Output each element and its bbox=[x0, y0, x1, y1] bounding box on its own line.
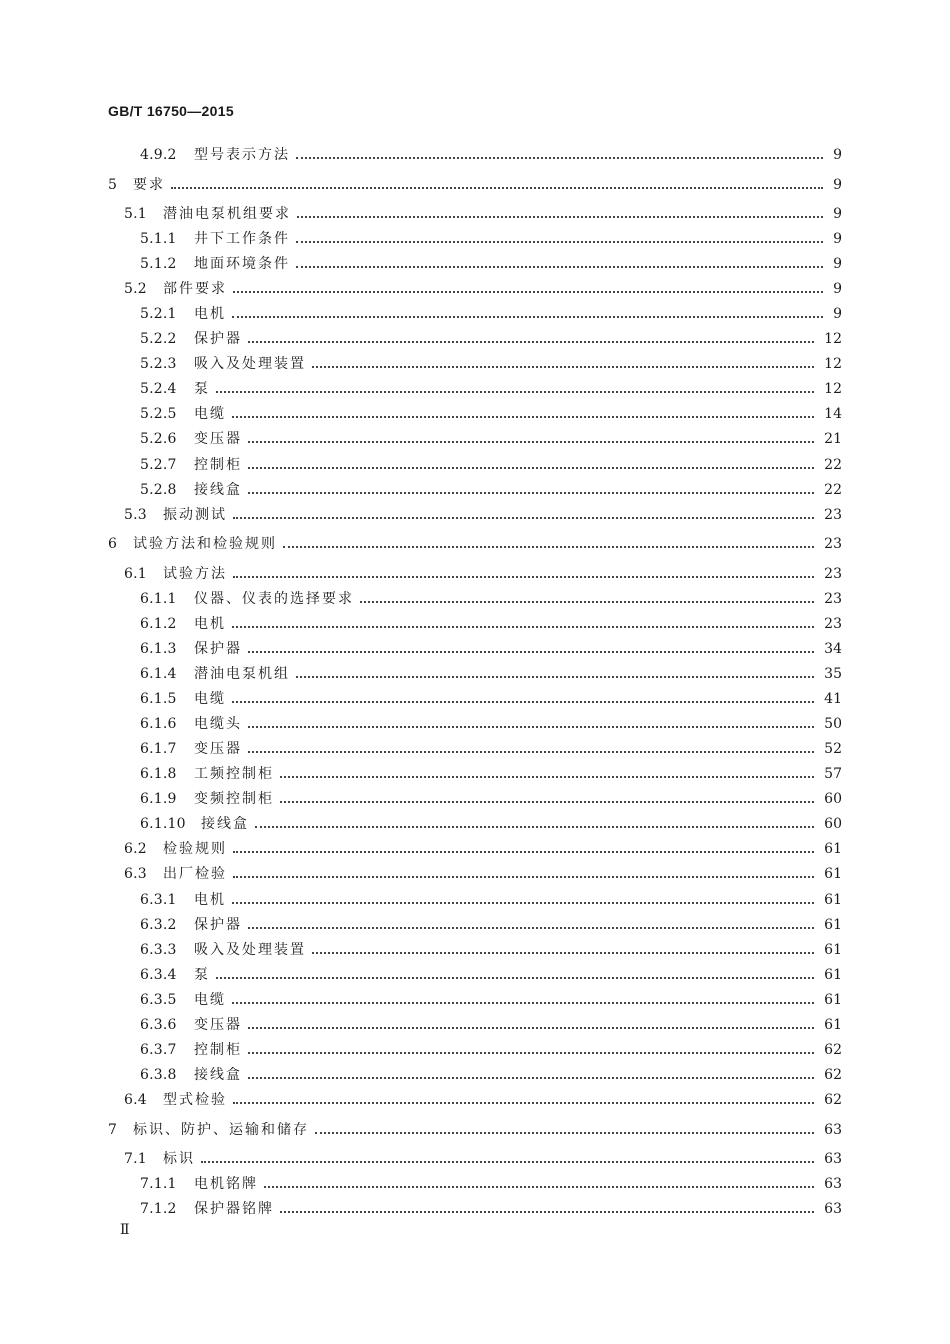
toc-entry-number: 6.1.6 bbox=[140, 716, 177, 732]
toc-entry-title: 电缆 bbox=[194, 992, 226, 1008]
toc-entry-page: 61 bbox=[824, 917, 842, 933]
toc-entry-number: 5.1 bbox=[124, 206, 147, 222]
toc-entry[interactable] bbox=[0, 254, 950, 274]
toc-entry[interactable] bbox=[0, 564, 950, 584]
toc-entry-number: 6.3.4 bbox=[140, 967, 177, 983]
toc-entry[interactable] bbox=[0, 1015, 950, 1035]
toc-entry-number: 5.2.3 bbox=[140, 356, 177, 372]
toc-leader-dots bbox=[232, 984, 814, 1004]
toc-entry-number: 6 bbox=[108, 536, 118, 552]
toc-entry-number: 6.1.4 bbox=[140, 666, 177, 682]
toc-entry-number: 6.1 bbox=[124, 566, 147, 582]
toc-entry[interactable] bbox=[0, 739, 950, 759]
toc-entry-number: 6.1.1 bbox=[140, 591, 177, 607]
toc-entry-page: 23 bbox=[824, 591, 842, 607]
toc-leader-dots bbox=[360, 583, 814, 603]
toc-entry-number: 5.3 bbox=[124, 507, 147, 523]
toc-entry[interactable] bbox=[0, 839, 950, 859]
toc-entry-page: 22 bbox=[824, 482, 842, 498]
toc-entry[interactable] bbox=[0, 890, 950, 910]
toc-entry-title: 控制柜 bbox=[194, 457, 242, 473]
toc-leader-dots bbox=[248, 423, 814, 443]
toc-entry[interactable] bbox=[0, 1040, 950, 1060]
toc-entry-title: 接线盒 bbox=[194, 1067, 242, 1083]
toc-leader-dots bbox=[296, 248, 823, 268]
toc-entry-title: 振动测试 bbox=[163, 507, 227, 523]
toc-entry[interactable] bbox=[0, 329, 950, 349]
toc-entry-number: 6.3.7 bbox=[140, 1042, 177, 1058]
toc-leader-dots bbox=[233, 858, 814, 878]
toc-entry-page: 61 bbox=[824, 992, 842, 1008]
toc-entry[interactable] bbox=[0, 965, 950, 985]
toc-entry-page: 9 bbox=[833, 147, 842, 163]
toc-entry-title: 电机 bbox=[194, 616, 226, 632]
toc-leader-dots bbox=[248, 1034, 814, 1054]
toc-entry-title: 泵 bbox=[194, 381, 210, 397]
toc-entry[interactable] bbox=[0, 764, 950, 784]
toc-entry-number: 5.1.2 bbox=[140, 256, 177, 272]
toc-entry-title: 保护器 bbox=[194, 641, 242, 657]
toc-entry[interactable] bbox=[0, 990, 950, 1010]
toc-leader-dots bbox=[315, 1114, 814, 1134]
toc-leader-dots bbox=[264, 1168, 814, 1188]
toc-entry-page: 34 bbox=[824, 641, 842, 657]
toc-entry-number: 6.3.8 bbox=[140, 1067, 177, 1083]
toc-entry-number: 6.1.9 bbox=[140, 791, 177, 807]
toc-entry-title: 吸入及处理装置 bbox=[194, 942, 306, 958]
toc-leader-dots bbox=[248, 1009, 814, 1029]
toc-entry-page: 61 bbox=[824, 967, 842, 983]
toc-entry-number: 6.1.5 bbox=[140, 691, 177, 707]
toc-entry-number: 6.3 bbox=[124, 866, 147, 882]
toc-entry-title: 潜油电泵机组 bbox=[194, 666, 290, 682]
toc-entry[interactable] bbox=[0, 1149, 950, 1169]
toc-entry-page: 12 bbox=[824, 331, 842, 347]
toc-entry-title: 变压器 bbox=[194, 431, 242, 447]
toc-leader-dots bbox=[232, 298, 823, 318]
toc-leader-dots bbox=[233, 558, 814, 578]
toc-entry[interactable] bbox=[0, 589, 950, 609]
toc-entry-page: 61 bbox=[824, 1017, 842, 1033]
toc-entry-title: 电机 bbox=[194, 892, 226, 908]
toc-entry[interactable] bbox=[0, 714, 950, 734]
toc-entry[interactable] bbox=[0, 1090, 950, 1110]
toc-entry-number: 5.2.4 bbox=[140, 381, 177, 397]
toc-entry[interactable] bbox=[0, 1174, 950, 1194]
toc-entry-title: 仪器、仪表的选择要求 bbox=[194, 591, 354, 607]
toc-entry-title: 变压器 bbox=[194, 1017, 242, 1033]
toc-entry-title: 电缆 bbox=[194, 691, 226, 707]
toc-entry-page: 60 bbox=[824, 816, 842, 832]
toc-entry-number: 6.1.10 bbox=[140, 816, 186, 832]
toc-entry-title: 地面环境条件 bbox=[194, 256, 290, 272]
toc-entry-page: 9 bbox=[833, 206, 842, 222]
toc-entry-title: 井下工作条件 bbox=[194, 231, 290, 247]
toc-entry-title: 工频控制柜 bbox=[194, 766, 274, 782]
toc-leader-dots bbox=[248, 323, 814, 343]
toc-entry[interactable] bbox=[0, 915, 950, 935]
toc-entry[interactable] bbox=[0, 480, 950, 500]
toc-leader-dots bbox=[248, 1059, 814, 1079]
toc-entry-page: 52 bbox=[824, 741, 842, 757]
toc-entry[interactable] bbox=[0, 175, 950, 195]
toc-entry[interactable] bbox=[0, 940, 950, 960]
toc-entry[interactable] bbox=[0, 534, 950, 554]
toc-entry-title: 电机 bbox=[194, 306, 226, 322]
toc-leader-dots bbox=[232, 884, 814, 904]
toc-entry-number: 6.1.8 bbox=[140, 766, 177, 782]
toc-leader-dots bbox=[201, 1143, 814, 1163]
toc-entry-title: 部件要求 bbox=[163, 281, 227, 297]
toc-leader-dots bbox=[248, 708, 814, 728]
toc-entry-page: 63 bbox=[824, 1151, 842, 1167]
toc-entry-page: 22 bbox=[824, 457, 842, 473]
toc-entry[interactable] bbox=[0, 814, 950, 834]
toc-entry[interactable] bbox=[0, 864, 950, 884]
toc-leader-dots bbox=[216, 959, 814, 979]
toc-entry-number: 6.3.2 bbox=[140, 917, 177, 933]
toc-leader-dots bbox=[248, 909, 814, 929]
toc-entry-title: 检验规则 bbox=[163, 841, 227, 857]
toc-entry-page: 23 bbox=[824, 616, 842, 632]
page-number-footer: Ⅱ bbox=[120, 1222, 130, 1238]
toc-leader-dots bbox=[248, 474, 814, 494]
toc-entry[interactable] bbox=[0, 145, 950, 165]
toc-entry-page: 9 bbox=[833, 177, 842, 193]
toc-entry-title: 潜油电泵机组要求 bbox=[163, 206, 291, 222]
toc-leader-dots bbox=[233, 833, 814, 853]
toc-entry-page: 63 bbox=[824, 1122, 842, 1138]
toc-entry-title: 电缆头 bbox=[194, 716, 242, 732]
toc-entry-number: 5.2.5 bbox=[140, 406, 177, 422]
toc-entry-page: 61 bbox=[824, 866, 842, 882]
toc-entry-number: 6.3.6 bbox=[140, 1017, 177, 1033]
toc-entry-title: 电机铭牌 bbox=[194, 1176, 258, 1192]
toc-entry-title: 出厂检验 bbox=[163, 866, 227, 882]
toc-leader-dots bbox=[233, 273, 823, 293]
toc-entry-number: 5.2.7 bbox=[140, 457, 177, 473]
toc-entry[interactable] bbox=[0, 404, 950, 424]
toc-entry[interactable] bbox=[0, 614, 950, 634]
toc-entry-number: 6.3.5 bbox=[140, 992, 177, 1008]
toc-entry-title: 保护器 bbox=[194, 331, 242, 347]
toc-entry-number: 5.2.2 bbox=[140, 331, 177, 347]
toc-entry-title: 控制柜 bbox=[194, 1042, 242, 1058]
toc-entry[interactable] bbox=[0, 1199, 950, 1219]
toc-entry-number: 7 bbox=[108, 1122, 118, 1138]
toc-entry-number: 6.1.3 bbox=[140, 641, 177, 657]
toc-leader-dots bbox=[248, 449, 814, 469]
toc-entry-title: 变压器 bbox=[194, 741, 242, 757]
toc-entry[interactable] bbox=[0, 664, 950, 684]
toc-leader-dots bbox=[171, 169, 823, 189]
toc-entry[interactable] bbox=[0, 379, 950, 399]
toc-entry-title: 型号表示方法 bbox=[194, 147, 290, 163]
toc-leader-dots bbox=[280, 1193, 814, 1213]
toc-leader-dots bbox=[233, 1084, 814, 1104]
toc-entry-title: 试验方法 bbox=[163, 566, 227, 582]
toc-entry-title: 保护器 bbox=[194, 917, 242, 933]
toc-entry-page: 50 bbox=[824, 716, 842, 732]
toc-leader-dots bbox=[280, 783, 814, 803]
toc-entry-page: 57 bbox=[824, 766, 842, 782]
toc-entry-page: 23 bbox=[824, 507, 842, 523]
toc-entry-page: 41 bbox=[824, 691, 842, 707]
toc-leader-dots bbox=[312, 934, 814, 954]
toc-entry-title: 试验方法和检验规则 bbox=[133, 536, 277, 552]
toc-entry-number: 6.3.3 bbox=[140, 942, 177, 958]
toc-leader-dots bbox=[216, 373, 814, 393]
toc-entry-page: 12 bbox=[824, 356, 842, 372]
toc-entry-number: 6.1.7 bbox=[140, 741, 177, 757]
toc-entry-page: 23 bbox=[824, 566, 842, 582]
toc-entry-title: 接线盒 bbox=[194, 482, 242, 498]
toc-entry-page: 61 bbox=[824, 892, 842, 908]
toc-entry-number: 5.2.8 bbox=[140, 482, 177, 498]
toc-entry-number: 7.1.1 bbox=[140, 1176, 177, 1192]
toc-leader-dots bbox=[248, 733, 814, 753]
toc-entry-page: 9 bbox=[833, 256, 842, 272]
toc-entry-page: 61 bbox=[824, 942, 842, 958]
toc-leader-dots bbox=[296, 223, 823, 243]
toc-entry-page: 9 bbox=[833, 281, 842, 297]
toc-leader-dots bbox=[233, 499, 814, 519]
toc-entry-number: 4.9.2 bbox=[140, 147, 177, 163]
toc-leader-dots bbox=[232, 683, 814, 703]
toc-entry-page: 14 bbox=[824, 406, 842, 422]
toc-entry-number: 7.1.2 bbox=[140, 1201, 177, 1217]
toc-entry[interactable] bbox=[0, 1120, 950, 1140]
toc-entry-title: 标识、防护、运输和储存 bbox=[133, 1122, 309, 1138]
toc-entry-number: 5.2.6 bbox=[140, 431, 177, 447]
toc-entry-title: 电缆 bbox=[194, 406, 226, 422]
toc-entry-page: 9 bbox=[833, 306, 842, 322]
toc-entry-number: 6.2 bbox=[124, 841, 147, 857]
toc-leader-dots bbox=[312, 348, 814, 368]
toc-entry-title: 接线盒 bbox=[201, 816, 249, 832]
toc-entry-title: 标识 bbox=[163, 1151, 195, 1167]
toc-entry[interactable] bbox=[0, 639, 950, 659]
toc-entry[interactable] bbox=[0, 429, 950, 449]
toc-entry-title: 变频控制柜 bbox=[194, 791, 274, 807]
toc-entry-number: 6.3.1 bbox=[140, 892, 177, 908]
toc-entry-number: 5.1.1 bbox=[140, 231, 177, 247]
toc-entry[interactable] bbox=[0, 689, 950, 709]
toc-entry-page: 23 bbox=[824, 536, 842, 552]
toc-entry-page: 35 bbox=[824, 666, 842, 682]
toc-entry-number: 6.1.2 bbox=[140, 616, 177, 632]
toc-leader-dots bbox=[296, 658, 814, 678]
toc-entry-page: 9 bbox=[833, 231, 842, 247]
toc-leader-dots bbox=[248, 633, 814, 653]
toc-entry[interactable] bbox=[0, 279, 950, 299]
toc-leader-dots bbox=[232, 608, 814, 628]
toc-entry[interactable] bbox=[0, 505, 950, 525]
toc-entry[interactable] bbox=[0, 204, 950, 224]
toc-entry-title: 要求 bbox=[133, 177, 165, 193]
toc-entry-number: 6.4 bbox=[124, 1092, 147, 1108]
toc-leader-dots bbox=[296, 139, 823, 159]
toc-leader-dots bbox=[283, 528, 814, 548]
toc-entry-title: 型式检验 bbox=[163, 1092, 227, 1108]
toc-entry-number: 5.2.1 bbox=[140, 306, 177, 322]
toc-leader-dots bbox=[232, 398, 814, 418]
toc-entry[interactable] bbox=[0, 354, 950, 374]
toc-entry-page: 63 bbox=[824, 1201, 842, 1217]
document-code-header: GB/T 16750—2015 bbox=[108, 103, 234, 119]
toc-entry-title: 吸入及处理装置 bbox=[194, 356, 306, 372]
toc-entry-title: 保护器铭牌 bbox=[194, 1201, 274, 1217]
toc-leader-dots bbox=[297, 198, 823, 218]
toc-entry-page: 62 bbox=[824, 1067, 842, 1083]
toc-entry-number: 5.2 bbox=[124, 281, 147, 297]
toc-entry-page: 21 bbox=[824, 431, 842, 447]
toc-leader-dots bbox=[255, 808, 814, 828]
toc-entry-number: 5 bbox=[108, 177, 118, 193]
toc-entry-page: 63 bbox=[824, 1176, 842, 1192]
toc-entry[interactable] bbox=[0, 304, 950, 324]
toc-entry[interactable] bbox=[0, 455, 950, 475]
toc-entry-page: 62 bbox=[824, 1092, 842, 1108]
toc-entry-page: 62 bbox=[824, 1042, 842, 1058]
toc-entry-page: 12 bbox=[824, 381, 842, 397]
toc-entry-page: 61 bbox=[824, 841, 842, 857]
toc-entry[interactable] bbox=[0, 1065, 950, 1085]
toc-leader-dots bbox=[280, 758, 814, 778]
toc-entry[interactable] bbox=[0, 789, 950, 809]
toc-entry-number: 7.1 bbox=[124, 1151, 147, 1167]
toc-entry-page: 60 bbox=[824, 791, 842, 807]
toc-entry-title: 泵 bbox=[194, 967, 210, 983]
toc-entry[interactable] bbox=[0, 229, 950, 249]
